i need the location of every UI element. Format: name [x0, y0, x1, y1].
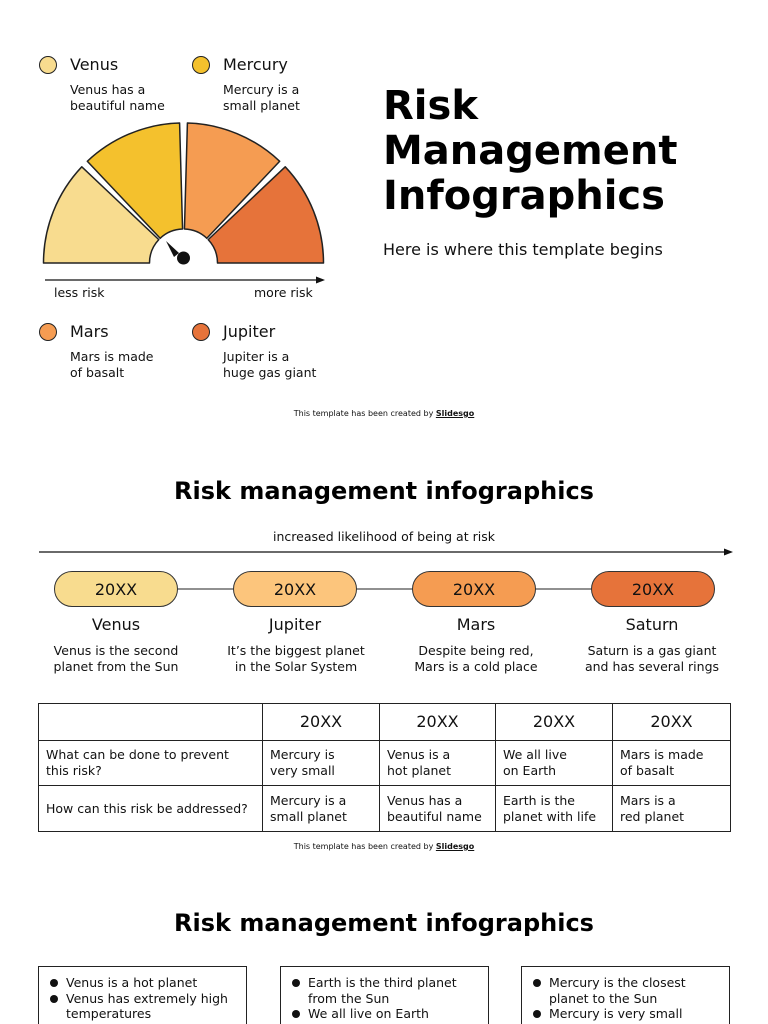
- list-item: Venus is a hot planet: [49, 975, 236, 991]
- list-item: Venus has extremely high temperatures: [49, 991, 236, 1022]
- legend-name-jupiter: Jupiter: [223, 322, 276, 341]
- list-item: Mercury is the closest planet to the Sun: [532, 975, 719, 1006]
- timeline-pill-3: 20XX: [412, 571, 536, 607]
- risk-gauge: [0, 120, 340, 280]
- section-title-3: Risk management infographics: [174, 909, 594, 937]
- credit-line-1: [0, 409, 768, 418]
- table-header-cell: [39, 704, 263, 741]
- timeline-pill-1: 20XX: [54, 571, 178, 607]
- list-item: We all live on Earth: [291, 1006, 478, 1022]
- credit-line-2: [0, 842, 768, 851]
- table-cell: Venus has a beautiful name: [380, 786, 496, 832]
- bullet-list: [49, 975, 236, 1022]
- axis-label-less-risk: less risk: [54, 285, 105, 300]
- timeline-label: increased likelihood of being at risk: [273, 529, 495, 544]
- table-row: [39, 786, 731, 832]
- risk-table: [38, 703, 731, 832]
- timeline-name-3: Mars: [456, 615, 496, 634]
- table-cell: Mars is made of basalt: [613, 741, 731, 786]
- legend-desc-mercury: Mercury is a small planet: [223, 82, 300, 113]
- table-cell: We all live on Earth: [496, 741, 613, 786]
- legend-name-mercury: Mercury: [223, 55, 288, 74]
- page-subtitle: Here is where this template begins: [383, 240, 663, 259]
- table-header-cell: 20XX: [263, 704, 380, 741]
- timeline-desc-4: Saturn is a gas giant and has several rings: [584, 643, 720, 674]
- table-cell: Mars is a red planet: [613, 786, 731, 832]
- timeline-name-2: Jupiter: [268, 615, 322, 634]
- table-cell: Venus is a hot planet: [380, 741, 496, 786]
- section-title-2: Risk management infographics: [174, 477, 594, 505]
- axis-label-more-risk: more risk: [254, 285, 313, 300]
- table-cell: What can be done to prevent this risk?: [39, 741, 263, 786]
- table-cell: Earth is the planet with life: [496, 786, 613, 832]
- table-cell: Mercury is a small planet: [263, 786, 380, 832]
- gauge-pivot: [177, 252, 190, 265]
- page-title: Risk Management Infographics: [383, 83, 678, 219]
- legend-dot-venus: [39, 56, 57, 74]
- bullet-box-3: [521, 966, 730, 1024]
- table-header-cell: 20XX: [613, 704, 731, 741]
- timeline-desc-1: Venus is the second planet from the Sun: [53, 643, 179, 674]
- credit-prefix: This template has been created by: [293, 409, 436, 418]
- timeline-pill-4: 20XX: [591, 571, 715, 607]
- list-item: Earth is the third planet from the Sun: [291, 975, 478, 1006]
- legend-dot-mercury: [192, 56, 210, 74]
- table-row: [39, 741, 731, 786]
- timeline-arrow: [38, 546, 734, 558]
- credit-prefix: This template has been created by: [293, 842, 436, 851]
- legend-desc-mars: Mars is made of basalt: [70, 349, 154, 380]
- timeline-pill-2: 20XX: [233, 571, 357, 607]
- table-header-row: [39, 704, 731, 741]
- gauge-needle: [166, 241, 179, 257]
- credit-brand-link[interactable]: Slidesgo: [435, 842, 475, 851]
- timeline-desc-2: It’s the biggest planet in the Solar System: [227, 643, 365, 674]
- bullet-box-1: [38, 966, 247, 1024]
- table-cell: Mercury is very small: [263, 741, 380, 786]
- legend-name-venus: Venus: [70, 55, 119, 74]
- bullet-box-2: [280, 966, 489, 1024]
- bullet-list: [291, 975, 478, 1022]
- table-cell: How can this risk be addressed?: [39, 786, 263, 832]
- legend-dot-mars: [39, 323, 57, 341]
- table-header-cell: 20XX: [380, 704, 496, 741]
- timeline-name-1: Venus: [91, 615, 141, 634]
- legend-name-mars: Mars: [70, 322, 109, 341]
- legend-dot-jupiter: [192, 323, 210, 341]
- timeline-name-4: Saturn: [625, 615, 679, 634]
- legend-desc-jupiter: Jupiter is a huge gas giant: [223, 349, 317, 380]
- credit-brand-link[interactable]: Slidesgo: [435, 409, 475, 418]
- table-header-cell: 20XX: [496, 704, 613, 741]
- timeline-desc-3: Despite being red, Mars is a cold place: [414, 643, 538, 674]
- list-item: Mercury is very small: [532, 1006, 719, 1022]
- legend-desc-venus: Venus has a beautiful name: [70, 82, 165, 113]
- bullet-list: [532, 975, 719, 1022]
